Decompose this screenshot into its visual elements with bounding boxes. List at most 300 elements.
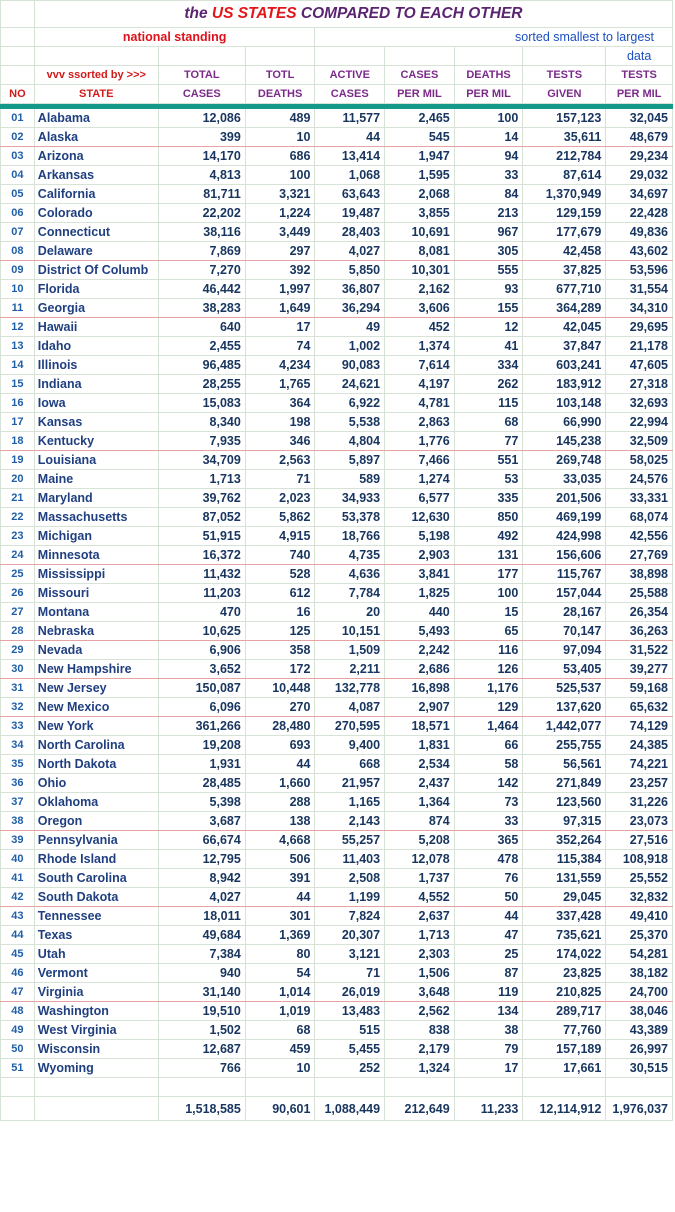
data-cell: 470 — [158, 603, 245, 622]
data-cell: 47 — [454, 926, 523, 945]
data-cell: 1,825 — [385, 584, 455, 603]
data-cell: 73 — [454, 793, 523, 812]
data-cell: 3,321 — [245, 185, 315, 204]
header-row-2 — [1, 85, 673, 104]
data-cell: 74,221 — [606, 755, 673, 774]
table-row — [1, 280, 673, 299]
data-cell: 12,795 — [158, 850, 245, 869]
data-cell: 119 — [454, 983, 523, 1002]
row-number: 36 — [1, 774, 35, 793]
state-name: Missouri — [34, 584, 158, 603]
data-cell: 5,493 — [385, 622, 455, 641]
data-cell: 43,602 — [606, 242, 673, 261]
data-cell: 11,203 — [158, 584, 245, 603]
row-number: 41 — [1, 869, 35, 888]
state-name: Wyoming — [34, 1059, 158, 1078]
table-row — [1, 299, 673, 318]
data-cell: 177,679 — [523, 223, 606, 242]
data-cell: 29,032 — [606, 166, 673, 185]
data-cell: 9,400 — [315, 736, 385, 755]
row-number: 51 — [1, 1059, 35, 1078]
title-row — [1, 1, 673, 28]
row-number: 25 — [1, 565, 35, 584]
data-cell: 7,466 — [385, 451, 455, 470]
data-cell: 7,384 — [158, 945, 245, 964]
data-cell: 399 — [158, 128, 245, 147]
data-cell: 68 — [454, 413, 523, 432]
row-number: 42 — [1, 888, 35, 907]
row-number: 06 — [1, 204, 35, 223]
table-row — [1, 584, 673, 603]
data-cell: 2,465 — [385, 109, 455, 128]
data-cell: 26,997 — [606, 1040, 673, 1059]
table-row — [1, 432, 673, 451]
row-number: 39 — [1, 831, 35, 850]
data-cell: 37,847 — [523, 337, 606, 356]
data-cell: 8,081 — [385, 242, 455, 261]
data-cell: 967 — [454, 223, 523, 242]
data-cell: 17 — [245, 318, 315, 337]
data-cell: 640 — [158, 318, 245, 337]
data-cell: 87,052 — [158, 508, 245, 527]
data-cell: 80 — [245, 945, 315, 964]
data-cell: 545 — [385, 128, 455, 147]
table-row — [1, 926, 673, 945]
state-name: Colorado — [34, 204, 158, 223]
total-cell — [34, 1097, 158, 1121]
data-cell: 740 — [245, 546, 315, 565]
data-cell: 157,044 — [523, 584, 606, 603]
table-row — [1, 242, 673, 261]
total-cell: 11,233 — [454, 1097, 523, 1121]
data-cell: 1,464 — [454, 717, 523, 736]
state-name: New Mexico — [34, 698, 158, 717]
data-cell: 150,087 — [158, 679, 245, 698]
state-name: Florida — [34, 280, 158, 299]
row-number: 11 — [1, 299, 35, 318]
data-cell: 603,241 — [523, 356, 606, 375]
state-name: New Hampshire — [34, 660, 158, 679]
data-cell: 3,648 — [385, 983, 455, 1002]
data-cell: 210,825 — [523, 983, 606, 1002]
data-cell: 28,403 — [315, 223, 385, 242]
data-cell: 3,652 — [158, 660, 245, 679]
total-cell: 1,088,449 — [315, 1097, 385, 1121]
state-name: Alabama — [34, 109, 158, 128]
table-row — [1, 850, 673, 869]
state-name: Virginia — [34, 983, 158, 1002]
data-cell: 4,735 — [315, 546, 385, 565]
data-cell: 24,385 — [606, 736, 673, 755]
state-name: Kentucky — [34, 432, 158, 451]
data-cell: 4,668 — [245, 831, 315, 850]
data-cell: 255,755 — [523, 736, 606, 755]
data-cell: 506 — [245, 850, 315, 869]
table-row — [1, 603, 673, 622]
state-name: Wisconsin — [34, 1040, 158, 1059]
data-cell: 142 — [454, 774, 523, 793]
state-name: Rhode Island — [34, 850, 158, 869]
table-row — [1, 755, 673, 774]
data-cell: 36,263 — [606, 622, 673, 641]
data-cell: 36,294 — [315, 299, 385, 318]
data-cell: 288 — [245, 793, 315, 812]
data-cell: 183,912 — [523, 375, 606, 394]
table-row — [1, 451, 673, 470]
data-cell: 2,068 — [385, 185, 455, 204]
table-row — [1, 660, 673, 679]
sort-note: vvv ssorted by >>> — [34, 66, 158, 85]
state-name: South Dakota — [34, 888, 158, 907]
state-name: Massachusetts — [34, 508, 158, 527]
data-cell: 81,711 — [158, 185, 245, 204]
data-cell: 262 — [454, 375, 523, 394]
state-name: Iowa — [34, 394, 158, 413]
row-number: 16 — [1, 394, 35, 413]
data-cell: 589 — [315, 470, 385, 489]
table-row — [1, 109, 673, 128]
data-cell: 38 — [454, 1021, 523, 1040]
data-cell: 41 — [454, 337, 523, 356]
data-cell: 157,123 — [523, 109, 606, 128]
data-cell: 4,636 — [315, 565, 385, 584]
data-cell: 26,019 — [315, 983, 385, 1002]
data-cell: 11,432 — [158, 565, 245, 584]
row-number: 07 — [1, 223, 35, 242]
data-cell: 7,784 — [315, 584, 385, 603]
data-cell: 364,289 — [523, 299, 606, 318]
data-cell: 469,199 — [523, 508, 606, 527]
header-row-1 — [1, 66, 673, 85]
data-cell: 25,588 — [606, 584, 673, 603]
data-cell: 2,437 — [385, 774, 455, 793]
data-cell: 4,027 — [315, 242, 385, 261]
row-number: 38 — [1, 812, 35, 831]
data-cell: 126 — [454, 660, 523, 679]
data-cell: 478 — [454, 850, 523, 869]
state-name: North Carolina — [34, 736, 158, 755]
data-cell: 12 — [454, 318, 523, 337]
state-name: Ohio — [34, 774, 158, 793]
data-cell: 3,606 — [385, 299, 455, 318]
data-cell: 137,620 — [523, 698, 606, 717]
data-cell: 48,679 — [606, 128, 673, 147]
row-number: 13 — [1, 337, 35, 356]
row-number: 29 — [1, 641, 35, 660]
data-cell: 1,660 — [245, 774, 315, 793]
data-cell: 1,274 — [385, 470, 455, 489]
data-cell: 8,340 — [158, 413, 245, 432]
row-number: 37 — [1, 793, 35, 812]
row-number: 15 — [1, 375, 35, 394]
row-number: 32 — [1, 698, 35, 717]
data-cell: 22,994 — [606, 413, 673, 432]
data-cell: 1,224 — [245, 204, 315, 223]
data-cell: 97,315 — [523, 812, 606, 831]
data-cell: 39,277 — [606, 660, 673, 679]
data-cell: 54 — [245, 964, 315, 983]
data-cell: 38,046 — [606, 1002, 673, 1021]
data-cell: 94 — [454, 147, 523, 166]
state-name: Nebraska — [34, 622, 158, 641]
table-row — [1, 964, 673, 983]
data-cell: 174,022 — [523, 945, 606, 964]
table-row — [1, 774, 673, 793]
data-cell: 2,303 — [385, 945, 455, 964]
data-cell: 515 — [315, 1021, 385, 1040]
data-cell: 138 — [245, 812, 315, 831]
data-cell: 2,563 — [245, 451, 315, 470]
data-cell: 271,849 — [523, 774, 606, 793]
data-cell: 116 — [454, 641, 523, 660]
row-number: 23 — [1, 527, 35, 546]
data-cell: 29,695 — [606, 318, 673, 337]
header-totl: TOTL — [245, 66, 315, 85]
data-cell: 38,116 — [158, 223, 245, 242]
data-cell: 44 — [245, 755, 315, 774]
header-tests-given: GIVEN — [523, 85, 606, 104]
table-row — [1, 185, 673, 204]
data-cell: 30,515 — [606, 1059, 673, 1078]
data-cell: 11,577 — [315, 109, 385, 128]
data-cell: 1,324 — [385, 1059, 455, 1078]
header-deaths: DEATHS — [454, 66, 523, 85]
table-row — [1, 147, 673, 166]
state-name: Texas — [34, 926, 158, 945]
data-cell: 337,428 — [523, 907, 606, 926]
data-cell: 14,170 — [158, 147, 245, 166]
data-cell: 12,630 — [385, 508, 455, 527]
data-cell: 424,998 — [523, 527, 606, 546]
data-cell: 49,410 — [606, 907, 673, 926]
data-cell: 5,208 — [385, 831, 455, 850]
data-cell: 22,202 — [158, 204, 245, 223]
data-cell: 297 — [245, 242, 315, 261]
data-cell: 29,045 — [523, 888, 606, 907]
state-name: Arizona — [34, 147, 158, 166]
data-cell: 2,562 — [385, 1002, 455, 1021]
data-cell: 7,869 — [158, 242, 245, 261]
header-total-deaths: DEATHS — [245, 85, 315, 104]
state-name: Mississippi — [34, 565, 158, 584]
data-cell: 2,508 — [315, 869, 385, 888]
data-cell: 47,605 — [606, 356, 673, 375]
state-name: Vermont — [34, 964, 158, 983]
row-number: 34 — [1, 736, 35, 755]
table-row — [1, 337, 673, 356]
data-cell: 17 — [454, 1059, 523, 1078]
data-cell: 1,997 — [245, 280, 315, 299]
data-cell: 2,143 — [315, 812, 385, 831]
data-cell: 33 — [454, 812, 523, 831]
row-number: 02 — [1, 128, 35, 147]
data-cell: 2,907 — [385, 698, 455, 717]
data-cell: 36,807 — [315, 280, 385, 299]
data-cell: 668 — [315, 755, 385, 774]
data-cell: 270,595 — [315, 717, 385, 736]
data-cell: 129 — [454, 698, 523, 717]
data-cell: 3,687 — [158, 812, 245, 831]
total-cell: 90,601 — [245, 1097, 315, 1121]
data-cell: 1,199 — [315, 888, 385, 907]
data-cell: 10 — [245, 128, 315, 147]
data-cell: 43,389 — [606, 1021, 673, 1040]
data-cell: 44 — [454, 907, 523, 926]
row-number: 33 — [1, 717, 35, 736]
data-cell: 87,614 — [523, 166, 606, 185]
data-cell: 32,045 — [606, 109, 673, 128]
data-cell: 686 — [245, 147, 315, 166]
table-row — [1, 812, 673, 831]
data-cell: 4,552 — [385, 888, 455, 907]
data-cell: 2,903 — [385, 546, 455, 565]
data-cell: 2,863 — [385, 413, 455, 432]
data-cell: 4,197 — [385, 375, 455, 394]
state-name: Washington — [34, 1002, 158, 1021]
data-cell: 53,596 — [606, 261, 673, 280]
data-cell: 17,661 — [523, 1059, 606, 1078]
data-cell: 6,096 — [158, 698, 245, 717]
table-row — [1, 508, 673, 527]
data-cell: 201,506 — [523, 489, 606, 508]
data-cell: 157,189 — [523, 1040, 606, 1059]
total-cell — [1, 1097, 35, 1121]
state-name: Utah — [34, 945, 158, 964]
data-cell: 18,011 — [158, 907, 245, 926]
data-cell: 156,606 — [523, 546, 606, 565]
data-cell: 12,086 — [158, 109, 245, 128]
row-number: 12 — [1, 318, 35, 337]
data-cell: 1,442,077 — [523, 717, 606, 736]
data-cell: 693 — [245, 736, 315, 755]
data-cell: 28,167 — [523, 603, 606, 622]
data-cell: 269,748 — [523, 451, 606, 470]
data-cell: 7,824 — [315, 907, 385, 926]
data-cell: 1,014 — [245, 983, 315, 1002]
data-cell: 53,405 — [523, 660, 606, 679]
data-cell: 31,554 — [606, 280, 673, 299]
data-cell: 334 — [454, 356, 523, 375]
state-name: Oklahoma — [34, 793, 158, 812]
data-cell: 39,762 — [158, 489, 245, 508]
total-cell: 212,649 — [385, 1097, 455, 1121]
header-total: TOTAL — [158, 66, 245, 85]
row-number: 30 — [1, 660, 35, 679]
data-cell: 5,897 — [315, 451, 385, 470]
data-cell: 19,487 — [315, 204, 385, 223]
data-cell: 18,766 — [315, 527, 385, 546]
row-number: 40 — [1, 850, 35, 869]
table-row — [1, 736, 673, 755]
table-row — [1, 1021, 673, 1040]
state-name: New Jersey — [34, 679, 158, 698]
data-cell: 3,449 — [245, 223, 315, 242]
data-cell: 4,915 — [245, 527, 315, 546]
table-row — [1, 394, 673, 413]
data-cell: 131 — [454, 546, 523, 565]
table-row — [1, 413, 673, 432]
data-cell: 134 — [454, 1002, 523, 1021]
data-cell: 24,576 — [606, 470, 673, 489]
state-name: Maryland — [34, 489, 158, 508]
header-total-cases: CASES — [158, 85, 245, 104]
state-name: Hawaii — [34, 318, 158, 337]
data-cell: 492 — [454, 527, 523, 546]
data-cell: 551 — [454, 451, 523, 470]
data-cell: 29,234 — [606, 147, 673, 166]
data-cell: 28,485 — [158, 774, 245, 793]
data-cell: 6,922 — [315, 394, 385, 413]
header-active: ACTIVE — [315, 66, 385, 85]
data-cell: 123,560 — [523, 793, 606, 812]
data-cell: 42,045 — [523, 318, 606, 337]
data-cell: 1,649 — [245, 299, 315, 318]
data-cell: 28,255 — [158, 375, 245, 394]
data-cell: 68 — [245, 1021, 315, 1040]
total-cell: 1,518,585 — [158, 1097, 245, 1121]
row-number: 09 — [1, 261, 35, 280]
data-cell: 24,700 — [606, 983, 673, 1002]
state-name: Oregon — [34, 812, 158, 831]
data-cell: 66,674 — [158, 831, 245, 850]
data-cell: 34,697 — [606, 185, 673, 204]
row-number: 28 — [1, 622, 35, 641]
data-cell: 391 — [245, 869, 315, 888]
data-cell: 49 — [315, 318, 385, 337]
data-cell: 301 — [245, 907, 315, 926]
row-number: 27 — [1, 603, 35, 622]
data-cell: 2,686 — [385, 660, 455, 679]
blank-row — [1, 1078, 673, 1097]
data-cell: 212,784 — [523, 147, 606, 166]
subtitle-row — [1, 28, 673, 47]
data-cell: 677,710 — [523, 280, 606, 299]
table-row — [1, 204, 673, 223]
row-number: 47 — [1, 983, 35, 1002]
data-cell: 1,776 — [385, 432, 455, 451]
data-cell: 26,354 — [606, 603, 673, 622]
data-cell: 16 — [245, 603, 315, 622]
data-cell: 358 — [245, 641, 315, 660]
state-name: Tennessee — [34, 907, 158, 926]
data-cell: 50 — [454, 888, 523, 907]
data-cell: 97,094 — [523, 641, 606, 660]
data-cell: 21,178 — [606, 337, 673, 356]
data-cell: 63,643 — [315, 185, 385, 204]
table-row — [1, 717, 673, 736]
state-name: Montana — [34, 603, 158, 622]
header-active-cases: CASES — [315, 85, 385, 104]
data-cell: 15 — [454, 603, 523, 622]
data-cell: 27,516 — [606, 831, 673, 850]
row-number: 19 — [1, 451, 35, 470]
data-cell: 90,083 — [315, 356, 385, 375]
data-cell: 10,301 — [385, 261, 455, 280]
total-cell: 1,976,037 — [606, 1097, 673, 1121]
table-row — [1, 318, 673, 337]
data-cell: 131,559 — [523, 869, 606, 888]
data-cell: 31,140 — [158, 983, 245, 1002]
data-cell: 38,182 — [606, 964, 673, 983]
data-cell: 100 — [454, 584, 523, 603]
data-cell: 53,378 — [315, 508, 385, 527]
data-cell: 49,684 — [158, 926, 245, 945]
data-cell: 1,737 — [385, 869, 455, 888]
row-number: 04 — [1, 166, 35, 185]
data-cell: 5,850 — [315, 261, 385, 280]
data-cell: 1,002 — [315, 337, 385, 356]
data-cell: 100 — [245, 166, 315, 185]
